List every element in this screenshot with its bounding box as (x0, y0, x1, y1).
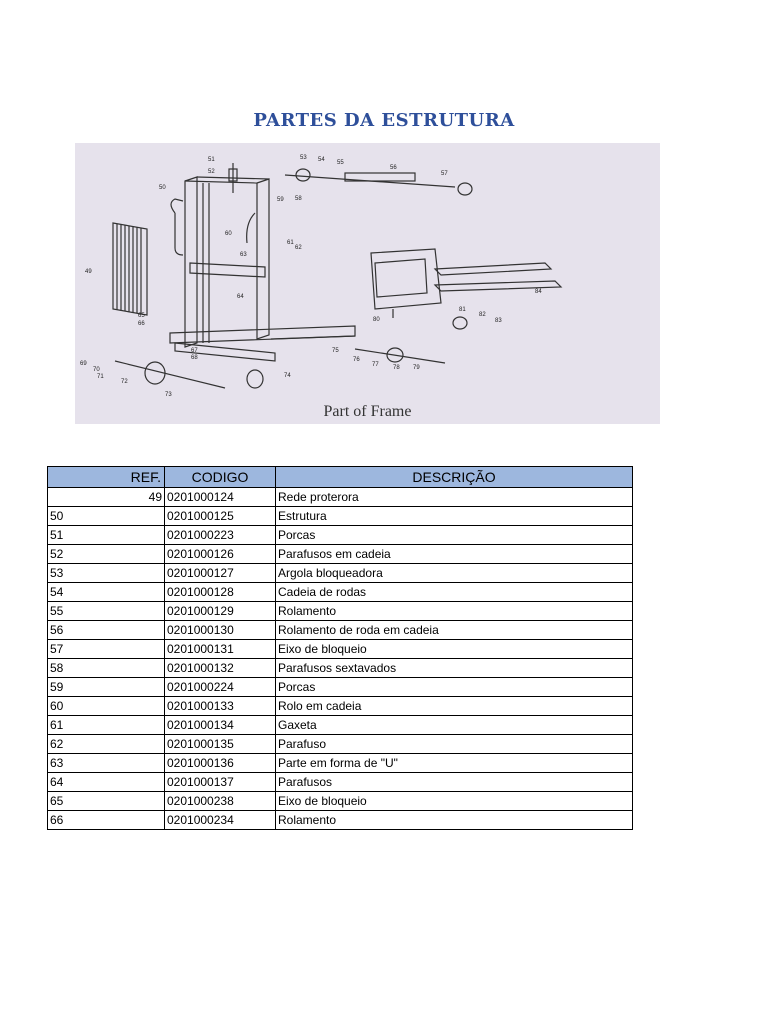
cell-code: 0201000234 (165, 811, 276, 830)
cell-ref: 65 (48, 792, 165, 811)
cell-ref: 61 (48, 716, 165, 735)
cell-ref: 60 (48, 697, 165, 716)
table-row (48, 811, 633, 830)
cell-ref: 53 (48, 564, 165, 583)
callout-number: 67 (191, 348, 198, 354)
cell-description: Cadeia de rodas (276, 583, 633, 602)
table-body (48, 488, 633, 830)
callout-number: 49 (85, 269, 92, 275)
cell-ref: 64 (48, 773, 165, 792)
table-row (48, 602, 633, 621)
cell-ref: 56 (48, 621, 165, 640)
cell-code: 0201000224 (165, 678, 276, 697)
table-row (48, 697, 633, 716)
cell-ref: 52 (48, 545, 165, 564)
callout-number: 50 (159, 185, 166, 191)
callout-number: 66 (138, 321, 145, 327)
cell-code: 0201000131 (165, 640, 276, 659)
table-header-row (48, 467, 633, 488)
cell-description: Parafusos (276, 773, 633, 792)
cell-description: Gaxeta (276, 716, 633, 735)
cell-code: 0201000125 (165, 507, 276, 526)
cell-code: 0201000126 (165, 545, 276, 564)
callout-number: 84 (535, 289, 542, 295)
fork-carriage-part (371, 249, 561, 318)
callout-number: 70 (93, 367, 100, 373)
exploded-diagram (75, 143, 660, 424)
cell-code: 0201000136 (165, 754, 276, 773)
callout-number: 63 (240, 252, 247, 258)
table-row (48, 678, 633, 697)
cell-code: 0201000135 (165, 735, 276, 754)
cell-description: Rolamento de roda em cadeia (276, 621, 633, 640)
cell-description: Eixo de bloqueio (276, 640, 633, 659)
table-row (48, 773, 633, 792)
callout-number: 79 (413, 365, 420, 371)
cell-description: Rolo em cadeia (276, 697, 633, 716)
cell-code: 0201000134 (165, 716, 276, 735)
mast-frame-part (171, 163, 269, 347)
cell-ref: 63 (48, 754, 165, 773)
callout-number: 75 (332, 348, 339, 354)
table-row (48, 488, 633, 507)
table-row (48, 621, 633, 640)
header-code: CODIGO (165, 467, 276, 488)
cell-ref: 50 (48, 507, 165, 526)
frame-drawing (75, 143, 660, 424)
cell-ref: 54 (48, 583, 165, 602)
table-row (48, 526, 633, 545)
callout-number: 58 (295, 196, 302, 202)
cell-code: 0201000223 (165, 526, 276, 545)
callout-number: 76 (353, 357, 360, 363)
cell-description: Parte em forma de "U" (276, 754, 633, 773)
cell-ref: 59 (48, 678, 165, 697)
callout-number: 62 (295, 245, 302, 251)
cell-ref: 58 (48, 659, 165, 678)
base-part (170, 326, 355, 361)
cell-ref: 49 (48, 488, 165, 507)
cell-description: Parafuso (276, 735, 633, 754)
callout-number: 59 (277, 197, 284, 203)
callout-number: 77 (372, 362, 379, 368)
cell-ref: 51 (48, 526, 165, 545)
callout-number: 54 (318, 157, 325, 163)
callout-number: 56 (390, 165, 397, 171)
cell-description: Parafusos em cadeia (276, 545, 633, 564)
cell-description: Rede proterora (276, 488, 633, 507)
callout-number: 64 (237, 294, 244, 300)
cell-code: 0201000124 (165, 488, 276, 507)
callout-number: 57 (441, 171, 448, 177)
cell-ref: 57 (48, 640, 165, 659)
callout-number: 60 (225, 231, 232, 237)
cell-description: Porcas (276, 678, 633, 697)
page-title: PARTES DA ESTRUTURA (253, 110, 515, 131)
callout-number: 71 (97, 374, 104, 380)
table-row (48, 564, 633, 583)
header-description: DESCRIÇÃO (276, 467, 633, 488)
callout-number: 78 (393, 365, 400, 371)
cell-description: Eixo de bloqueio (276, 792, 633, 811)
cell-description: Porcas (276, 526, 633, 545)
cell-description: Rolamento (276, 811, 633, 830)
callout-number: 80 (373, 317, 380, 323)
callout-number: 52 (208, 169, 215, 175)
cell-code: 0201000137 (165, 773, 276, 792)
callout-number: 51 (208, 157, 215, 163)
cell-code: 0201000133 (165, 697, 276, 716)
cell-code: 0201000127 (165, 564, 276, 583)
table-row (48, 507, 633, 526)
callout-number: 69 (80, 361, 87, 367)
callout-number: 61 (287, 240, 294, 246)
table-row (48, 583, 633, 602)
header-ref: REF. (48, 467, 165, 488)
callout-number: 68 (191, 355, 198, 361)
cell-description: Argola bloqueadora (276, 564, 633, 583)
callout-number: 53 (300, 155, 307, 161)
callout-number: 55 (337, 160, 344, 166)
table-row (48, 545, 633, 564)
wheel-part (115, 317, 467, 388)
callout-number: 83 (495, 318, 502, 324)
cell-code: 0201000128 (165, 583, 276, 602)
table-row (48, 792, 633, 811)
cell-ref: 66 (48, 811, 165, 830)
table-row (48, 716, 633, 735)
cell-description: Rolamento (276, 602, 633, 621)
callout-number: 81 (459, 307, 466, 313)
cell-description: Estrutura (276, 507, 633, 526)
cell-ref: 62 (48, 735, 165, 754)
table-row (48, 640, 633, 659)
callout-number: 65 (138, 313, 145, 319)
cell-code: 0201000238 (165, 792, 276, 811)
cell-code: 0201000132 (165, 659, 276, 678)
cell-code: 0201000129 (165, 602, 276, 621)
figure-caption: Part of Frame (323, 403, 412, 420)
callout-number: 73 (165, 392, 172, 398)
cell-description: Parafusos sextavados (276, 659, 633, 678)
table-row (48, 735, 633, 754)
callout-number: 72 (121, 379, 128, 385)
cell-ref: 55 (48, 602, 165, 621)
parts-table (47, 466, 633, 830)
table-row (48, 754, 633, 773)
callout-number: 82 (479, 312, 486, 318)
cell-code: 0201000130 (165, 621, 276, 640)
table-row (48, 659, 633, 678)
callout-number: 74 (284, 373, 291, 379)
mesh-net-part (113, 223, 147, 315)
